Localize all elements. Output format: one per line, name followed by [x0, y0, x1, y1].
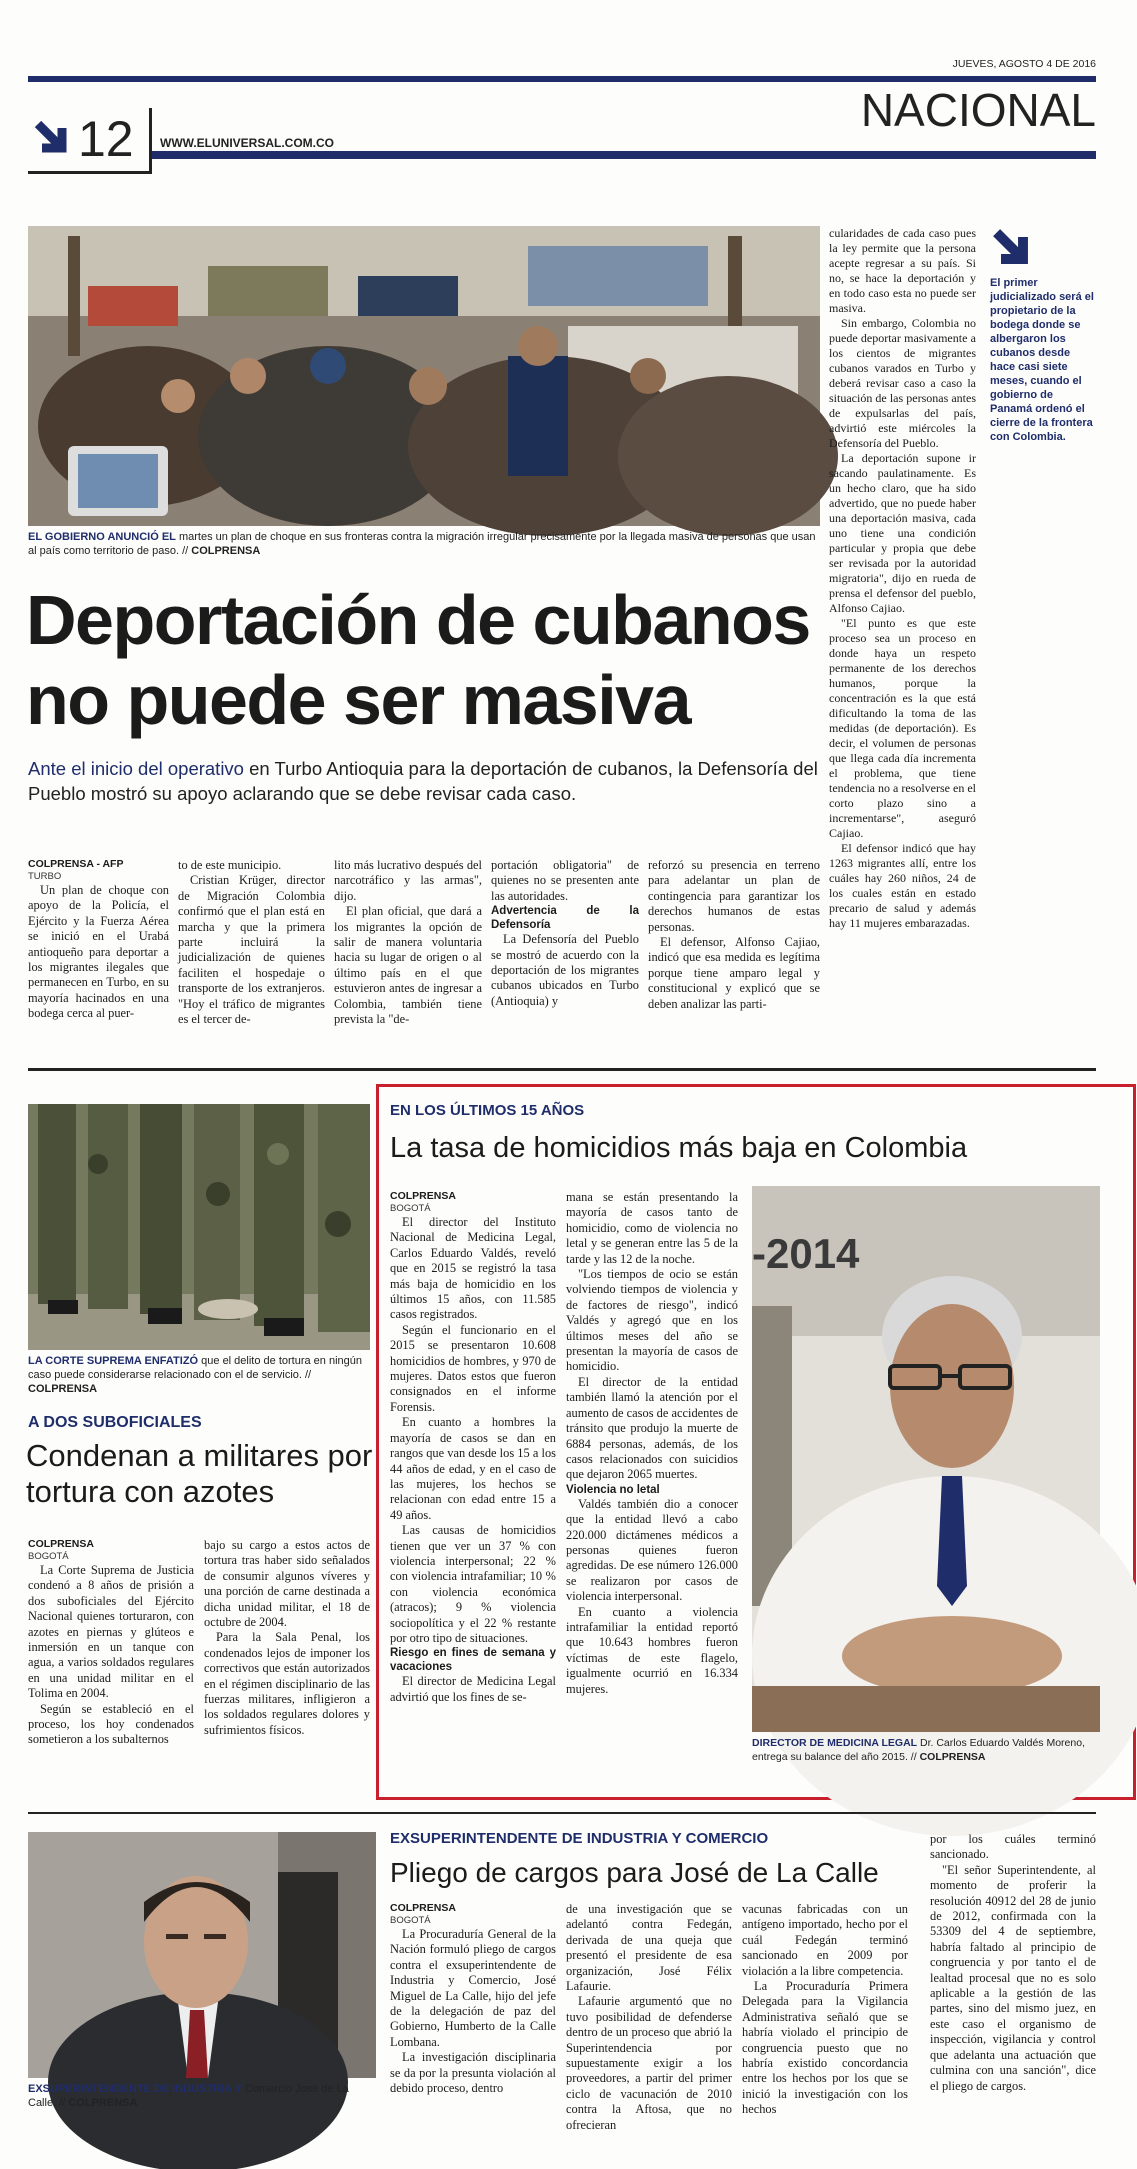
lead-deck-rest: en Turbo Antioquia para la deportación de cubanos, la Defensoría del Pueblo mostró su apoyo aclarando que se debe revisar cada caso. — [28, 758, 818, 804]
lead-col1-text: Un plan de choque con apoyo de la Policía, el Ejército y la Fuerza Aérea se inició en el Urabá antioqueño para deportar a los migrantes ilegales que permanecen en Turbo, en su mayoría hacinados en una bodega cerca al puer- — [28, 883, 169, 1021]
military-col1-a: La Corte Suprema de Justicia condenó a 8 años de prisión a dos suboficiales del Ejército Nacional quienes torturaron, con azotes en piernas y glúteos e inmersión en un tanque con agua, a varios soldados regulares en una unidad militar en el Tolima en 2004. — [28, 1563, 194, 1701]
homicide-col-2 — [566, 1190, 738, 1774]
medicina-legal-director-photo — [752, 1186, 1100, 1732]
superintendent-caption-credit: COLPRENSA — [68, 2097, 138, 2109]
header-bottom-rule — [152, 151, 1096, 159]
superintendent-caption-bold: EXSUPERINTENDENTE DE INDUSTRIA Y — [28, 2083, 242, 2095]
lead-col5-a: reforzó su presencia en terreno para adelantar un plan de contingencia para garantizar los derechos humanos de estas personas. — [648, 858, 820, 934]
military-kicker: A DOS SUBOFICIALES — [28, 1414, 202, 1431]
lead-photo-caption — [28, 530, 820, 558]
lead-col2-a: to de este municipio. — [178, 858, 282, 872]
website-url[interactable]: WWW.ELUNIVERSAL.COM.CO — [160, 136, 334, 150]
lead-col4-a: portación obligatoria" de quienes no se presenten ante las autoridades. — [491, 858, 639, 903]
lead-col6-d: "El punto es que este proceso sea un proceso en donde haya un respeto permanente de los derechos humanos, porque la concentración es la que está dificultando la toma de las medidas (de deportación). Es decir, el volumen de personas que llega cada día incrementa el problema, que tiene tendencia no a resolverse en el corto plazo sino a incrementarse", aseguró Cajiao. — [829, 616, 976, 840]
homicide-col1-d: Las causas de homicidios tienen que ver un 37 % con violencia interpersonal; 22 % con violencia intrafamiliar; 10 % con violencia económica (atracos); 9 % violencia sociopolítica y el 22 % restante por otro tipo de situaciones. — [390, 1523, 556, 1645]
lead-col6-b: Sin embargo, Colombia no puede deportar masivamente a los cientos de migrantes cubanos varados en Turbo y deberá revisar caso a caso la situación de las personas antes de expulsarlas del país, advirtió este miércoles la Defensoría del Pueblo. — [829, 316, 976, 450]
lead-col4-sub: Advertencia de la Defensoría — [491, 905, 639, 932]
military-byline: COLPRENSA — [28, 1538, 94, 1550]
military-col1-b: Según se estableció en el proceso, los hoy condenados sometieron a los subalternos — [28, 1701, 194, 1747]
homicide-col2-c: El director de la entidad también llamó la atención por el aumento de casos de accidentes de tránsito que produjo la muerte de 6884 personas, además, de los casos relacionados con suicidios que dejaron 2065 muertes. — [566, 1374, 738, 1482]
lead-col3-b: El plan oficial, que dará a los migrantes la opción de salir de manera voluntaria hacia su lugar de origen o al último país en el que estuvieron antes de ingresar a Colombia, también tiene prevista la "de- — [334, 904, 482, 1027]
superintendent-col4-a: por los cuáles terminó sancionado. — [930, 1832, 1096, 1862]
superintendent-byplace: BOGOTÁ — [390, 1915, 431, 1926]
homicide-kicker: EN LOS ÚLTIMOS 15 AÑOS — [390, 1102, 585, 1119]
lead-sidebar — [990, 226, 1096, 466]
lead-deck-lead: Ante el inicio del operativo — [28, 758, 244, 779]
arrow-down-right-icon — [990, 226, 1034, 270]
lead-col-6 — [829, 226, 976, 1058]
superintendent-caption-text: Comercio José de La Calle. // — [28, 2083, 349, 2109]
lead-caption-text: martes un plan de choque en sus fronteras contra la migración irregular precisamente por la llegada masiva de personas que usan al país como territorio de paso. // — [28, 531, 816, 557]
military-byplace: BOGOTÁ — [28, 1551, 69, 1562]
homicide-caption-credit: COLPRENSA — [919, 1751, 986, 1763]
soldiers-photo — [28, 1104, 370, 1350]
homicide-caption-bold: DIRECTOR DE MEDICINA LEGAL — [752, 1737, 918, 1749]
lead-col-3 — [334, 858, 482, 1058]
lead-bottom-rule — [28, 1068, 1096, 1071]
lead-col2-b: Cristian Krüger, director de Migración Colombia confirmó que el plan está en marcha y que la primera parte incluirá la judicialización de quienes faciliten el hospedaje o transporte de los extranjeros. "Hoy el tráfico de migrantes es el tercer de- — [178, 873, 325, 1027]
page-number-box — [28, 108, 152, 174]
homicide-col1-a: El director del Instituto Nacional de Medicina Legal, Carlos Eduardo Valdés, reveló que en 2015 se registró la tasa más baja de homicidio en los últimos 15 años, con 11.585 casos registrados. — [390, 1215, 556, 1322]
lead-byline: COLPRENSA - AFP — [28, 858, 124, 870]
lead-headline — [26, 580, 846, 740]
homicide-col2-e: En cuanto a violencia intrafamiliar la entidad reportó que 10.643 hombres fueron víctimas de este flagelo, igualmente ocurrió en 16.334 mujeres. — [566, 1604, 738, 1696]
military-col2-a: bajo su cargo a estos actos de tortura tras haber sido señalados de consumir algunos víveres y una porción de carne destinada a dicha unidad militar, el 18 de octubre de 2004. — [204, 1538, 370, 1630]
lead-headline-line1: Deportación de cubanos — [26, 581, 810, 659]
superintendent-col-3 — [742, 1902, 908, 2122]
homicide-caption-text: Dr. Carlos Eduardo Valdés Moreno, entrega su balance del año 2015. // — [752, 1737, 1085, 1763]
homicide-col1-c: En cuanto a hombres la mayoría de casos se dan en rangos que van desde los 15 a los 44 años de edad, y en el caso de las mujeres, los hechos se relacionan con edad entre 15 a 49 años. — [390, 1415, 556, 1522]
homicide-col2-b: "Los tiempos de ocio se están volviendo tiempos de violencia y de factores de riesgo", indicó Valdés y agregó que en los últimos meses del año se presentan la mayoría de casos de homicidio. — [566, 1267, 738, 1374]
photo-banner-text: -2014 — [752, 1230, 860, 1277]
header-top-rule — [28, 76, 1096, 82]
superintendent-col3-b: La Procuraduría Primera Delegada para la Vigilancia Administrativa señaló que se habría violado el principio de congruencia puesto que no habría existido concordancia entre los hechos por los que se inició la investigación con los hechos — [742, 1979, 908, 2117]
homicide-byline: COLPRENSA — [390, 1190, 456, 1202]
military-caption-bold: LA CORTE SUPREMA ENFATIZÓ — [28, 1355, 199, 1367]
lead-col5-b: El defensor, Alfonso Cajiao, indicó que esa medida es legítima porque tiene amparo legal y constitucional y explicó que se deben analizar las parti- — [648, 935, 820, 1011]
lead-col-5 — [648, 858, 820, 1058]
lead-col6-a: cularidades de cada caso pues la ley permite que la persona acepte regresar a su país. Si no, se hace la deportación y en todo caso esta no puede ser masiva. — [829, 226, 976, 315]
military-headline-line2: tortura con azotes — [26, 1474, 275, 1509]
homicide-col2-a: mana se están presentando la mayoría de casos tanto de homicidio, como de violencia no letal y se generan entre las 5 de la tarde y las 12 de la noche. — [566, 1190, 738, 1266]
lead-col6-e: El defensor indicó que hay 1263 migrantes allí, entre los cuáles hay 260 niños, 24 de los cuales están en estado precario de salud y además hay 11 mujeres embarazadas. — [829, 841, 976, 930]
homicide-photo-caption — [752, 1736, 1102, 1764]
cuban-migrants-photo — [28, 226, 820, 526]
superintendent-kicker: EXSUPERINTENDENTE DE INDUSTRIA Y COMERCIO — [390, 1830, 769, 1847]
superintendent-col4-b: "El señor Superintendente, al momento de proferir la resolución 40912 del 28 de junio de 2012, confirmada con la 53309 del 4 de septiembre, habría faltado al principio de congruencia y por tanto el de lealtad procesal que no es solo aplicable a la gestión de las partes, sino del mismo juez, en este caso el organismo de inspección, vigilancia y control que adelanta una actuación que culmina con una sanción", dice el pliego de cargos. — [930, 1862, 1096, 2093]
military-col-2 — [204, 1538, 370, 1778]
military-caption-text: que el delito de tortura en ningún caso puede considerarse relacionado con el de servicio. // — [28, 1355, 362, 1381]
military-caption-credit: COLPRENSA — [28, 1383, 98, 1395]
arrow-down-right-icon — [32, 118, 72, 158]
superintendent-col1-b: La investigación disciplinaria se da por la presunta violación al debido proceso, dentro — [390, 2050, 556, 2096]
lead-headline-line2: no puede ser masiva — [26, 661, 691, 739]
military-headline — [26, 1438, 376, 1510]
lead-col-1 — [28, 858, 169, 1058]
lead-col-2 — [178, 858, 325, 1058]
superintendent-col-1 — [390, 1902, 556, 2122]
lower-section-rule — [28, 1812, 1096, 1814]
lead-caption-bold: EL GOBIERNO ANUNCIÓ EL — [28, 531, 176, 543]
homicide-col2-sub: Violencia no letal — [566, 1483, 660, 1496]
lead-caption-credit: COLPRENSA — [191, 545, 261, 557]
military-col2-b: Para la Sala Penal, los condenados lejos de imponer los correctivos que están autorizados en el régimen disciplinario de las fuerzas militares, infligieron a los soldados regulares dolores y sufrimientos físicos. — [204, 1630, 370, 1737]
homicide-col2-d: Valdés también dio a conocer que la entidad llevó a cabo 220.000 dictámenes médicos a personas quienes fueron agredidas. De ese número 126.000 se realizaron por casos de violencia interpersonal. — [566, 1496, 738, 1604]
homicide-col-1 — [390, 1190, 556, 1774]
lead-deck — [28, 756, 828, 806]
superintendent-headline: Pliego de cargos para José de La Calle — [390, 1857, 879, 1888]
homicide-col1-b: Según el funcionario en el 2015 se presentaron 10.608 homicidios de hombres, y 970 de mujeres. Datos estos que fueron consignados en el informe Forensis. — [390, 1322, 556, 1414]
lead-col4-b: La Defensoría del Pueblo se mostró de acuerdo con la deportación de los migrantes cubanos ubicados en Turbo (Antioquia) y — [491, 932, 639, 1008]
superintendent-col-2 — [566, 1902, 732, 2132]
lead-sidebar-note: El primer judicializado será el propietario de la bodega donde se albergaron los cubanos desde hace casi siete meses, cuando el gobierno de Panamá ordenó el cierre de la frontera con Colombia. — [990, 277, 1094, 443]
section-title: NACIONAL — [860, 84, 1096, 136]
homicide-col1-sub: Riesgo en fines de semana y vacaciones — [390, 1647, 556, 1674]
superintendent-col3-a: vacunas fabricadas con un antígeno importado, hecho por el cuál Fedegán terminó sancionado en 2009 por violación a la libre competencia. — [742, 1902, 908, 1978]
homicide-byplace: BOGOTÁ — [390, 1203, 431, 1214]
homicide-col1-e: El director de Medicina Legal advirtió que los fines de se- — [390, 1674, 556, 1704]
military-photo-caption — [28, 1354, 370, 1396]
superintendent-col2-b: Lafaurie argumentó que no tuvo posibilidad de defenderse dentro de un proceso que abrió la Superintendencia por supuestamente exigir a los proveedores, a partir del primer ciclo de vacunación de 2010 contra la Aftosa, que no ofrecieran — [566, 1994, 732, 2132]
page-number: 12 — [78, 111, 134, 167]
superintendent-byline: COLPRENSA — [390, 1902, 456, 1914]
header-date: JUEVES, AGOSTO 4 DE 2016 — [952, 58, 1096, 70]
military-col-1 — [28, 1538, 194, 1778]
military-headline-line1: Condenan a militares por — [26, 1438, 373, 1473]
homicide-headline: La tasa de homicidios más baja en Colombia — [390, 1132, 968, 1164]
jose-de-la-calle-photo — [28, 1832, 376, 2078]
superintendent-photo-caption — [28, 2082, 376, 2110]
lead-col3-a: lito más lucrativo después del narcotráfico y las armas", dijo. — [334, 858, 482, 903]
lead-col6-c: La deportación supone ir sacando paulatinamente. Es un hecho claro, que ha sido advertido, que no puede haber una deportación masiva, cada uno tiene una condición particular y propia que debe ser revisada por la autoridad migratoria", dijo en rueda de prensa el defensor del pueblo, Alfonso Cajiao. — [829, 451, 976, 615]
lead-col-4 — [491, 858, 639, 1058]
superintendent-col2-a: de una investigación que se adelantó contra Fedegán, derivada de una queja que presentó el presidente de esa organización, José Félix Lafaurie. — [566, 1902, 732, 1994]
superintendent-col-4 — [930, 1832, 1096, 2122]
superintendent-col1-a: La Procuraduría General de la Nación formuló pliego de cargos contra el exsuperintendente de Industria y Comercio, José Miguel de La Calle, hijo del jefe de la delegación de paz del Gobierno, Humberto de la Calle Lombana. — [390, 1927, 556, 2049]
lead-byplace: TURBO — [28, 871, 62, 882]
